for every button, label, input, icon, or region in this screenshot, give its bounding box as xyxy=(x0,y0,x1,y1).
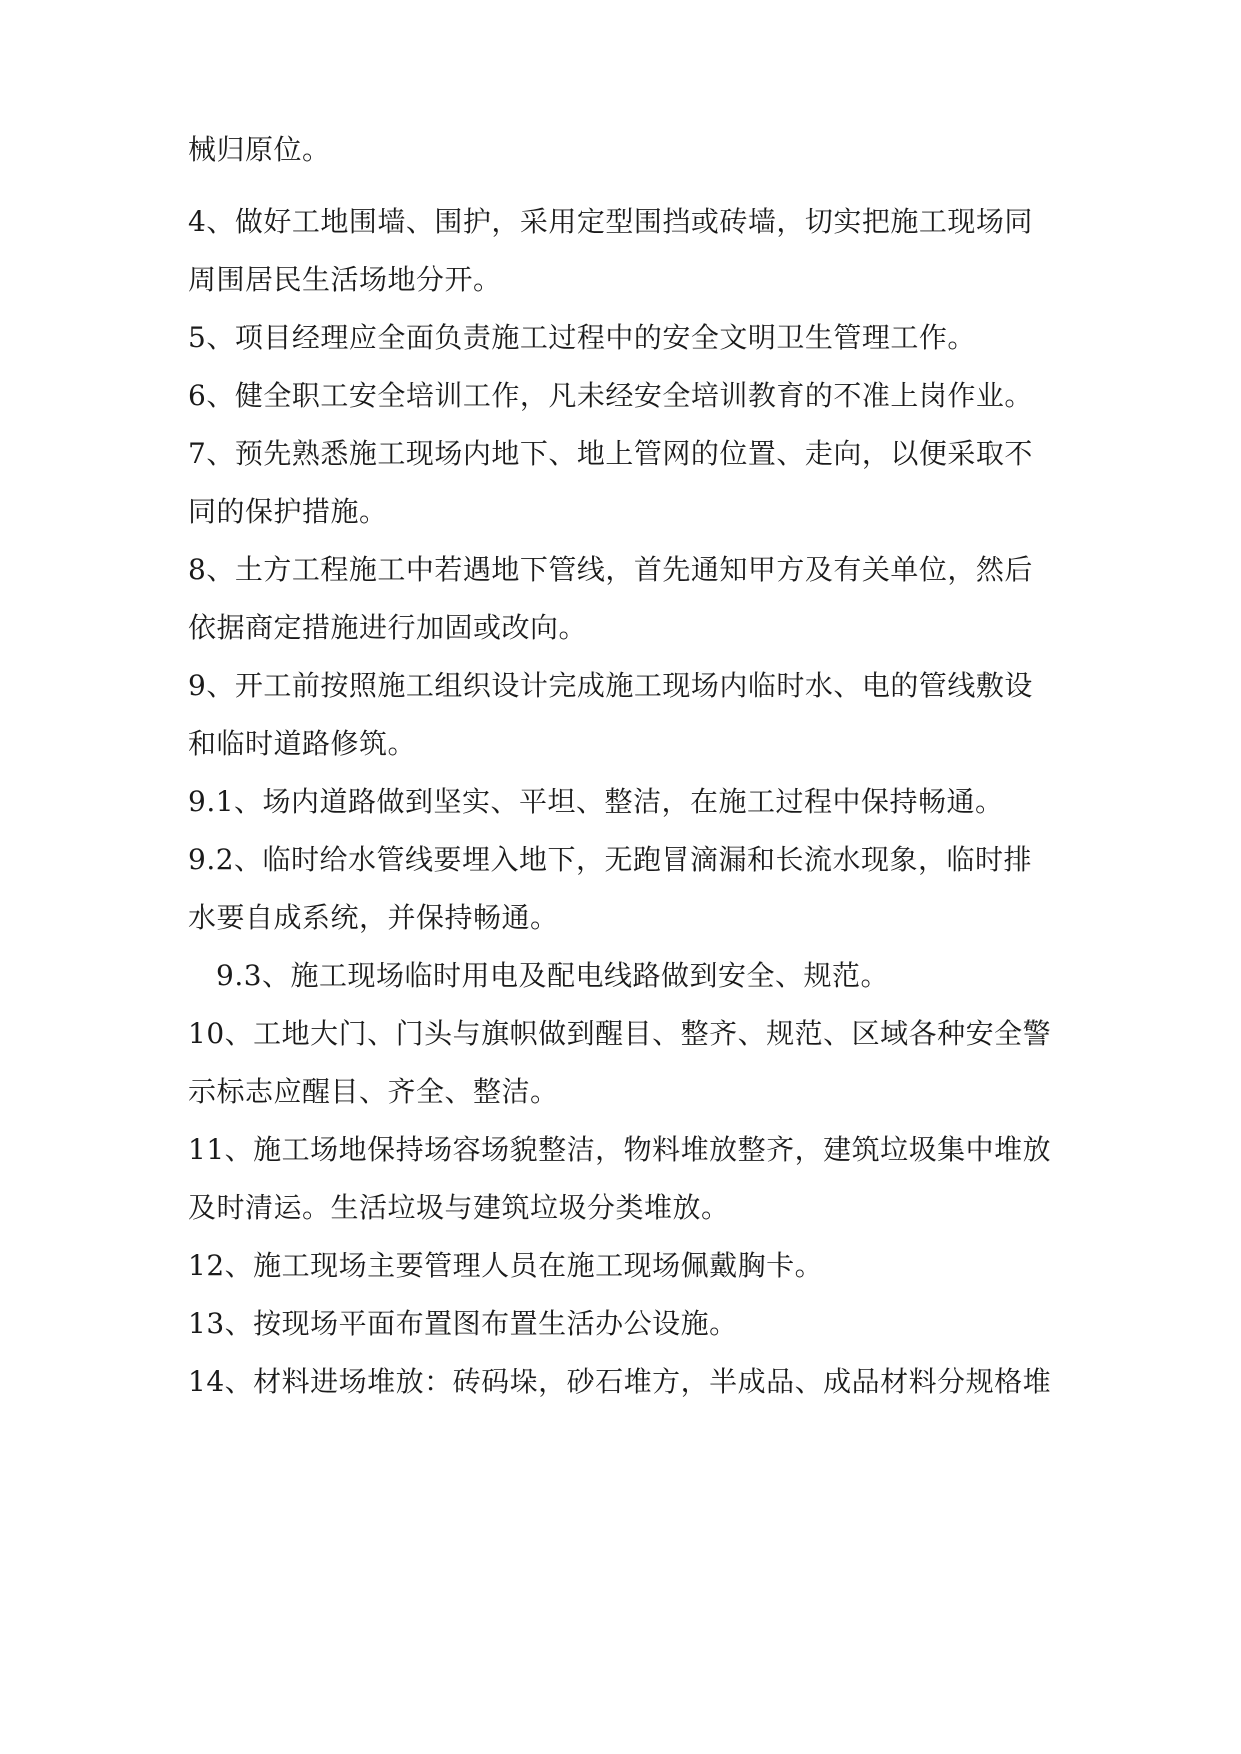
text-line-4: 5、项目经理应全面负责施工过程中的安全文明卫生管理工作。 xyxy=(188,321,976,354)
text-line-22: 14、材料进场堆放：砖码垛，砂石堆方，半成品、成品材料分规格堆 xyxy=(188,1365,1052,1398)
text-line-7: 同的保护措施。 xyxy=(188,495,388,528)
text-line-18: 11、施工场地保持场容场貌整洁，物料堆放整齐，建筑垃圾集中堆放 xyxy=(188,1133,1052,1166)
text-line-9: 依据商定措施进行加固或改向。 xyxy=(188,611,588,644)
text-line-20: 12、施工现场主要管理人员在施工现场佩戴胸卡。 xyxy=(188,1249,824,1282)
text-line-13: 9.2、临时给水管线要埋入地下，无跑冒滴漏和长流水现象，临时排 xyxy=(188,843,1033,876)
text-line-1: 械归原位。 xyxy=(188,133,331,166)
text-line-5: 6、健全职工安全培训工作，凡未经安全培训教育的不准上岗作业。 xyxy=(188,379,1033,412)
text-line-6: 7、预先熟悉施工现场内地下、地上管网的位置、走向，以便采取不 xyxy=(188,437,1033,470)
text-line-15: 9.3、施工现场临时用电及配电线路做到安全、规范。 xyxy=(216,959,890,992)
text-line-8: 8、土方工程施工中若遇地下管线，首先通知甲方及有关单位，然后 xyxy=(188,553,1033,586)
text-line-10: 9、开工前按照施工组织设计完成施工现场内临时水、电的管线敷设 xyxy=(188,669,1033,702)
text-line-21: 13、按现场平面布置图布置生活办公设施。 xyxy=(188,1307,738,1340)
text-line-14: 水要自成系统，并保持畅通。 xyxy=(188,901,559,934)
text-line-12: 9.1、场内道路做到坚实、平坦、整洁，在施工过程中保持畅通。 xyxy=(188,785,1004,818)
text-line-19: 及时清运。生活垃圾与建筑垃圾分类堆放。 xyxy=(188,1191,730,1224)
text-line-16: 10、工地大门、门头与旗帜做到醒目、整齐、规范、区域各种安全警 xyxy=(188,1017,1052,1050)
text-line-11: 和临时道路修筑。 xyxy=(188,727,417,760)
text-line-2: 4、做好工地围墙、围护，采用定型围挡或砖墙，切实把施工现场同 xyxy=(188,205,1033,238)
text-line-3: 周围居民生活场地分开。 xyxy=(188,263,502,296)
text-line-17: 示标志应醒目、齐全、整洁。 xyxy=(188,1075,559,1108)
